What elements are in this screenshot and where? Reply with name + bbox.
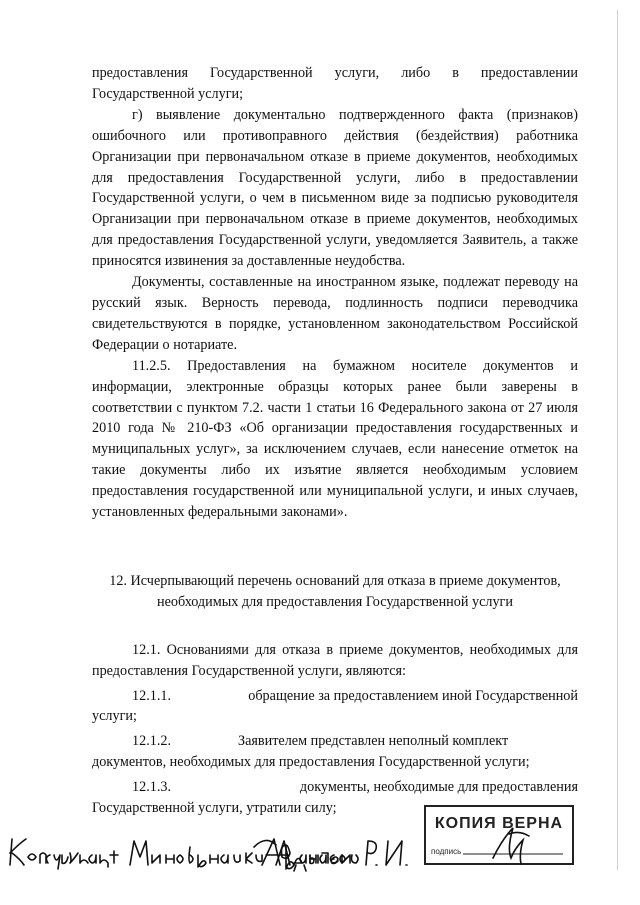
stamp-kopiya-verna	[423, 804, 575, 868]
paragraph-11-2-5: 11.2.5. Предоставления на бумажном носителе документов и информации, электронные образцы которых ранее были заверены в соответствии с пунктом 7.2. части 1 статьи 16 Федерального закона от 27 июля 2010 года № 210-ФЗ «Об организации предоставления государственных и муниципальных услуг», за исключением случаев, если нанесение отметок на такие документы либо их изъятие является необходимым условием предоставления государственной или муниципальной услуги, и иных случаев, установленных федеральными законами».	[92, 357, 578, 521]
paragraph-item-g: г) выявление документально подтвержденного факта (признаков) ошибочного или противоправного действия (бездействия) работника Организации при первоначальном отказе в приеме документов, необходимых для предоставления Государственной услуги, либо в предоставлении Государственной услуги, о чем в письменном виде за подписью руководителя Организации при первоначальном отказе в приеме документов, необходимых для предоставления Государственной услуги, уведомляется Заявитель, а также приносятся извинения за доставленные неудобства.	[92, 106, 578, 270]
list-item-12-1-2	[92, 731, 578, 773]
paragraph-continuation: предоставления Государственной услуги, либо в предоставлении Государственной услуги;	[92, 65, 578, 102]
handwriting-text-anchor: Консультант Минобрнауки Адыгеи Афанасов Р. И.	[4, 825, 26, 826]
page-edge-line	[617, 10, 618, 870]
item-text-first-line: обращение за предоставлением иной Государственной	[248, 687, 578, 704]
handwritten-signature-line	[4, 825, 424, 885]
item-text-first-line: документы, необходимые для предоставления	[299, 778, 578, 795]
stamp-label: подпись	[431, 847, 462, 856]
item-number: 12.1.3.	[132, 778, 172, 795]
item-text-rest: услуги;	[92, 708, 137, 725]
item-number: 12.1.1.	[132, 687, 172, 704]
item-number: 12.1.2.	[132, 733, 172, 750]
item-text-first-line: Заявителем представлен неполный комплект	[238, 733, 509, 750]
item-text-rest: Государственной услуги, утратили силу;	[92, 799, 337, 816]
list-item-12-1-1	[92, 686, 578, 728]
document-body	[92, 63, 578, 523]
item-text-rest: документов, необходимых для предоставления Государственной услуги;	[92, 753, 530, 770]
paragraph-12-1: 12.1. Основаниями для отказа в приеме документов, необходимых для предоставления Государственной услуги, являются:	[92, 642, 578, 679]
stamp-signature-scrawl	[493, 828, 529, 864]
section-12-body	[92, 640, 578, 822]
paragraph-foreign-documents: Документы, составленные на иностранном языке, подлежат переводу на русский язык. Верность перевода, подлинность подписи переводчика свидетельствуются в порядке, установленном законодательством Российской Федерации о нотариате.	[92, 274, 578, 353]
section-heading: 12. Исчерпывающий перечень оснований для отказа в приеме документов, необходимых для предоставления Государственной услуги	[109, 573, 561, 610]
stamp-title: КОПИЯ ВЕРНА	[434, 815, 564, 832]
